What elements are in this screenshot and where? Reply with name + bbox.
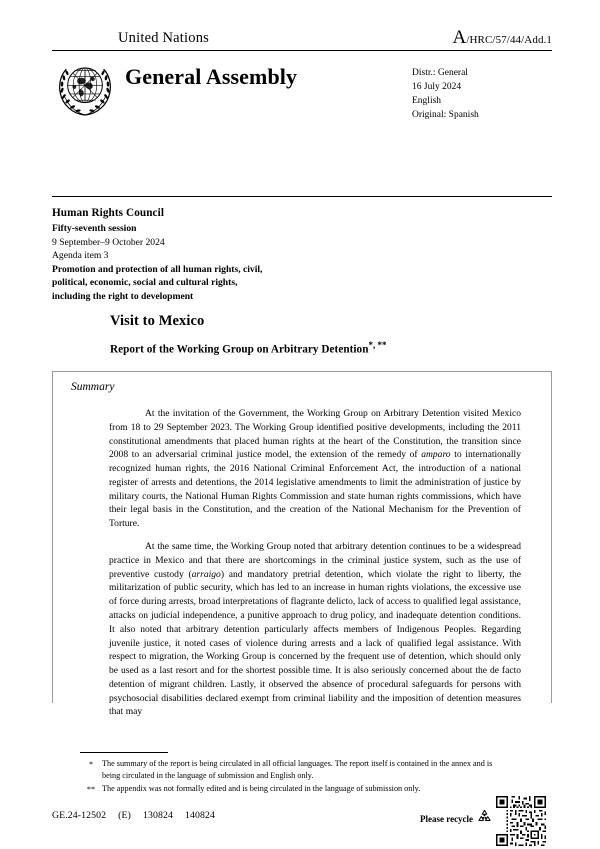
agenda-title-line-3: including the right to development (52, 290, 194, 302)
job-number (52, 810, 215, 821)
footnote-text: The appendix was not formally edited and is being circulated in the language of submission only. (102, 783, 421, 793)
job-number-date-1: 130824 (142, 810, 173, 821)
council-session: Fifty-seventh session (52, 222, 137, 234)
summary-p2-italic-term: arraigo (191, 568, 221, 580)
footnote-mark: * (88, 760, 94, 769)
report-title-footnote-marks: *, ** (368, 340, 387, 350)
summary-p1-part-b: to internationally recognized human rights, the 2016 National Criminal Enforcement Act, the introduction of a national register of arrests and detentions, the 2014 legislative amendments to limit the administration of justice by military courts, the National Human Rights Commission and state human rights commissions, which have their legal basis in the Constitution, and the creation of the National Mechanism for the Prevention of Torture. (109, 449, 521, 530)
council-agenda-item: Agenda item 3 (52, 250, 109, 262)
footnote-separator (80, 752, 168, 753)
footnote-row (80, 783, 500, 796)
recycle-icon (476, 808, 493, 830)
document-date: 16 July 2024 (412, 81, 462, 92)
organization-name: United Nations (118, 30, 209, 46)
summary-p2-part-b: ) and mandatory pretrial detention, which violate the right to liberty, the militarization of public security, which has led to an increase in human rights violations, the excessive use of force during arrests, broad interpretations of flagrante delicto, lack of access to qualified legal assistance, attacks on judicial independence, a punitive approach to drug policy, and inadequate detention conditions. It also noted that arbitrary detention particularly affects members of Indigenous Peoples. Regarding juvenile justice, it noted cases of violence during arrests and a lack of qualified legal assistance. With respect to migration, the Working Group is concerned by the frequent use of detention, which should only be used as a last resort and for the shortest possible time. It is also seriously concerned about the de facto detention of migrant children. Lastly, it observed the absence of procedural safeguards for persons with psychosocial disabilities declared exempt from criminal liability and the imposition of detention measures that may (109, 568, 521, 718)
footnote-row (80, 758, 500, 782)
council-block (52, 206, 482, 304)
recycle-notice (420, 808, 493, 830)
document-original-language: Original: Spanish (412, 109, 479, 120)
summary-p2-part-a: At the same time, the Working Group noted that arbitrary detention continues to be a widespread practice in Mexico and that there are shortcomings in the criminal justice system, such as the use of preventive custody ( (109, 541, 521, 580)
document-symbol-rest: /HRC/57/44/Add.1 (466, 34, 552, 46)
document-language: English (412, 95, 442, 106)
agenda-title-line-1: Promotion and protection of all human rights, civil, (52, 263, 263, 275)
recycle-label: Please recycle (420, 814, 474, 824)
summary-paragraph-1 (109, 407, 521, 531)
masthead-divider (52, 50, 552, 51)
report-title (110, 340, 386, 356)
summary-paragraph-2 (109, 540, 521, 719)
footnote-text: The summary of the report is being circulated in all official languages. The report itself is contained in the annex and is being circulated in the language of submission and English only. (102, 759, 493, 780)
qr-code-icon (496, 796, 546, 846)
council-dates: 9 September–9 October 2024 (52, 236, 165, 248)
masthead-body-row (52, 58, 552, 123)
masthead-top-row (52, 28, 552, 50)
job-number-language: (E) (118, 810, 131, 821)
body-title: General Assembly (125, 64, 298, 89)
un-emblem-icon (54, 58, 116, 120)
document-symbol-prefix: A (452, 27, 467, 48)
footnote-mark: ** (86, 784, 96, 794)
council-name: Human Rights Council (52, 207, 165, 219)
summary-body (109, 407, 521, 728)
summary-p1-italic-term: amparo (421, 449, 451, 461)
summary-p1-part-a: At the invitation of the Government, the Working Group on Arbitrary Detention visited Mexico from 18 to 29 September 2023. The Working Group identified positive developments, including the 2011 constitutional amendments that placed human rights at the heart of the Constitution, the transition since 2008 to an adversarial criminal justice model, the extension of the remedy of (109, 408, 521, 461)
job-number-date-2: 140824 (184, 810, 215, 821)
document-symbol (453, 28, 552, 47)
masthead (52, 28, 552, 123)
council-divider (52, 196, 552, 197)
summary-box (52, 371, 552, 718)
agenda-title-line-2: political, economic, social and cultural rights, (52, 277, 238, 289)
summary-label: Summary (71, 381, 115, 393)
page-title: Visit to Mexico (110, 313, 205, 329)
distribution-type: Distr.: General (412, 68, 468, 78)
distribution-block (412, 67, 552, 123)
report-title-text: Report of the Working Group on Arbitrary Detention (110, 343, 369, 356)
job-number-code: GE.24-12502 (52, 810, 107, 821)
footnotes (80, 758, 500, 797)
